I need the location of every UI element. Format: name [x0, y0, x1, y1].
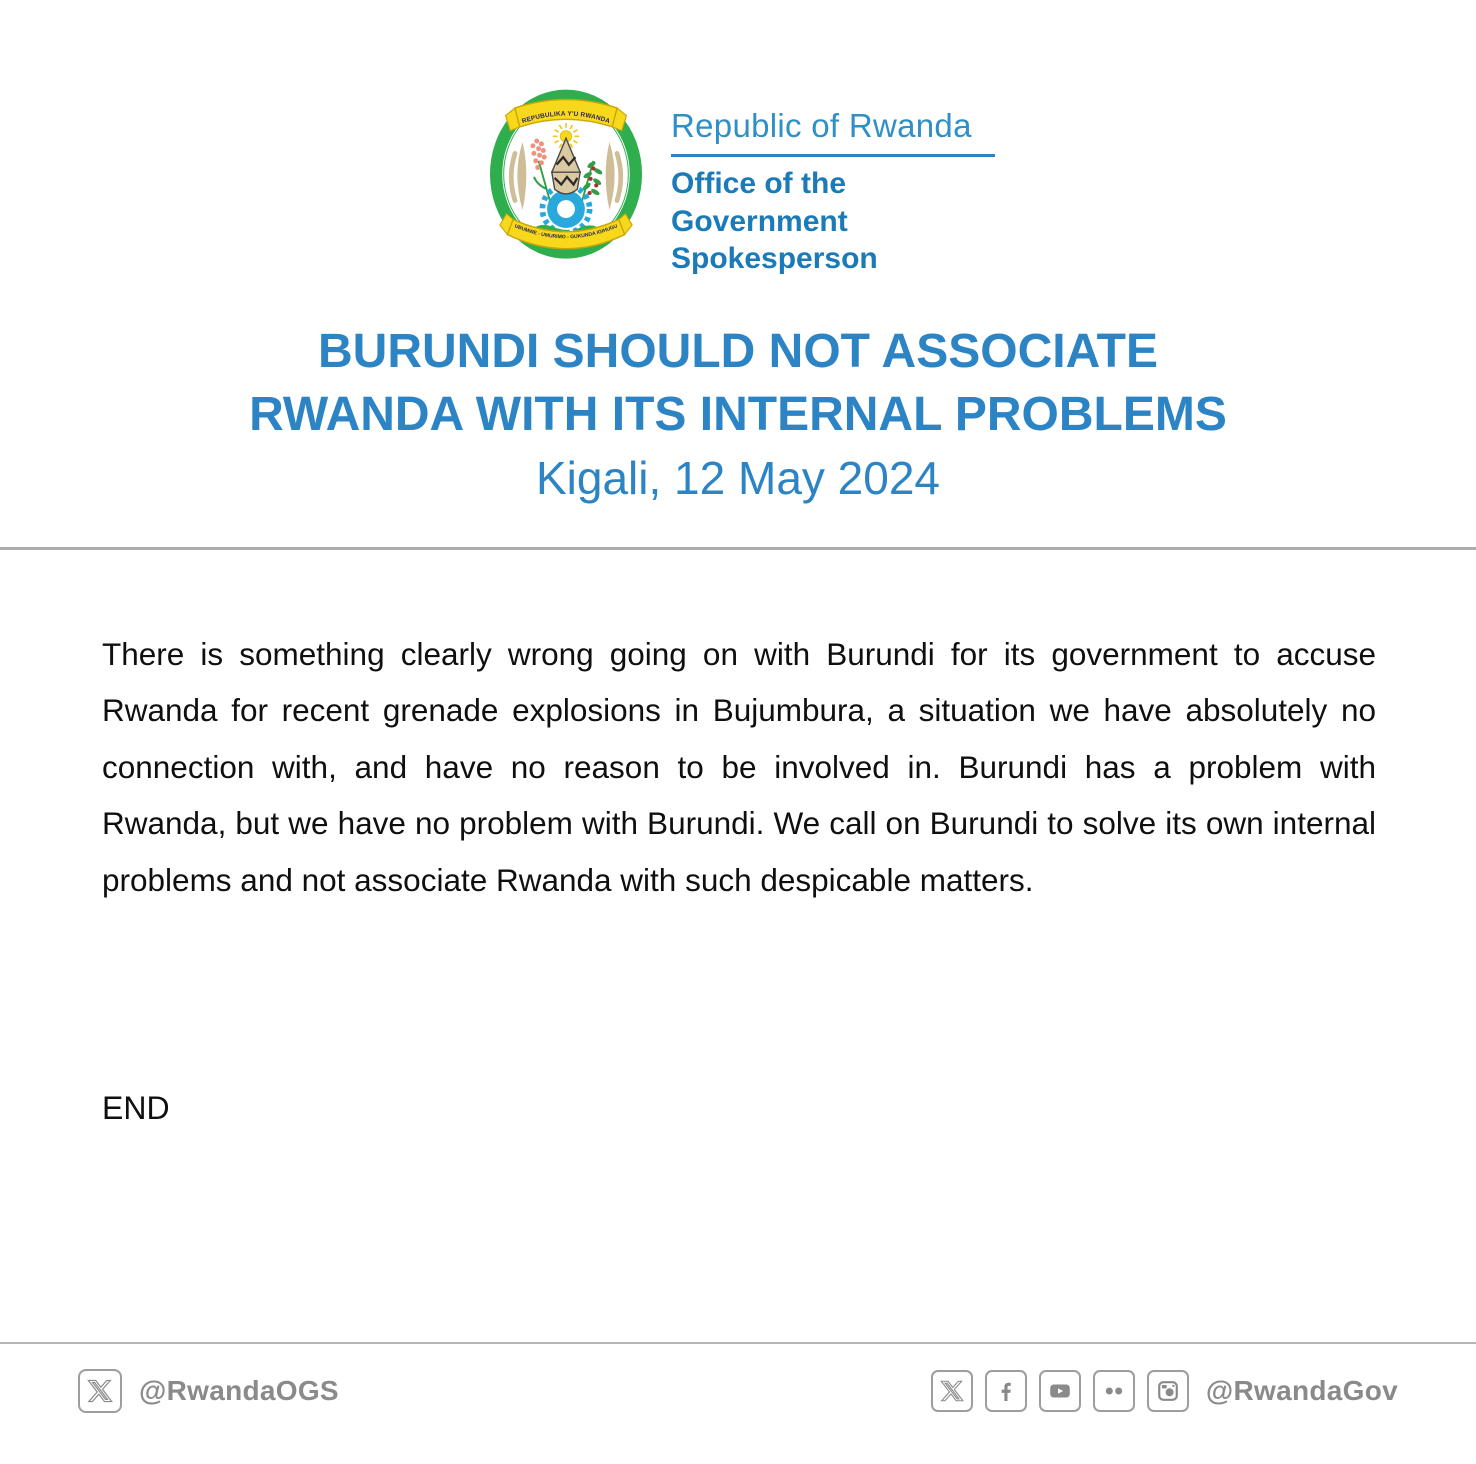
flickr-icon: [1093, 1370, 1135, 1412]
footer-left-handle: @RwandaOGS: [139, 1375, 339, 1406]
logo-top-banner-text: REPUBULIKA Y'U RWANDA: [521, 110, 611, 126]
statement-paragraph: There is something clearly wrong going on with Burundi for its government to accuse Rwanda for recent grenade explosions in Bujumbura, a situation we have absolutely no connection with, and have no reason to be involved in. Burundi has a problem with Rwanda, but we have no problem with Burundi. We call on Burundi to solve its own internal problems and not associate Rwanda with such despicable matters.: [102, 635, 1376, 898]
office-line1: Office of the Government: [671, 167, 848, 238]
office-wordmark: [671, 83, 995, 278]
footer-left-group: [78, 1369, 339, 1413]
office-line2: Spokesperson: [671, 242, 878, 275]
header: [0, 83, 1476, 278]
dateline: Kigali, 12 May 2024: [535, 452, 941, 504]
footer-right-group: [931, 1370, 1398, 1412]
footer-divider: [0, 1342, 1476, 1344]
x-icon: [78, 1369, 122, 1413]
footer: [0, 1369, 1476, 1413]
rwanda-coat-of-arms-icon: [481, 83, 651, 269]
logo-bottom-banner-text: UBUMWE - UMURIMO - GUKUNDA IGIHUGU: [513, 223, 619, 241]
republic-of-rwanda-label: Republic of Rwanda: [671, 107, 972, 144]
youtube-icon: [1039, 1370, 1081, 1412]
header-divider: [0, 547, 1476, 550]
end-label: END: [102, 1090, 170, 1126]
title-block: [0, 320, 1476, 508]
title-line2: RWANDA WITH ITS INTERNAL PROBLEMS: [249, 388, 1227, 441]
x-icon: [931, 1370, 973, 1412]
wordmark-rule: [671, 154, 995, 157]
title-line1: BURUNDI SHOULD NOT ASSOCIATE: [318, 325, 1158, 378]
footer-right-handle: @RwandaGov: [1205, 1375, 1398, 1406]
page-title: [0, 320, 1476, 446]
instagram-icon: [1147, 1370, 1189, 1412]
facebook-icon: [985, 1370, 1027, 1412]
